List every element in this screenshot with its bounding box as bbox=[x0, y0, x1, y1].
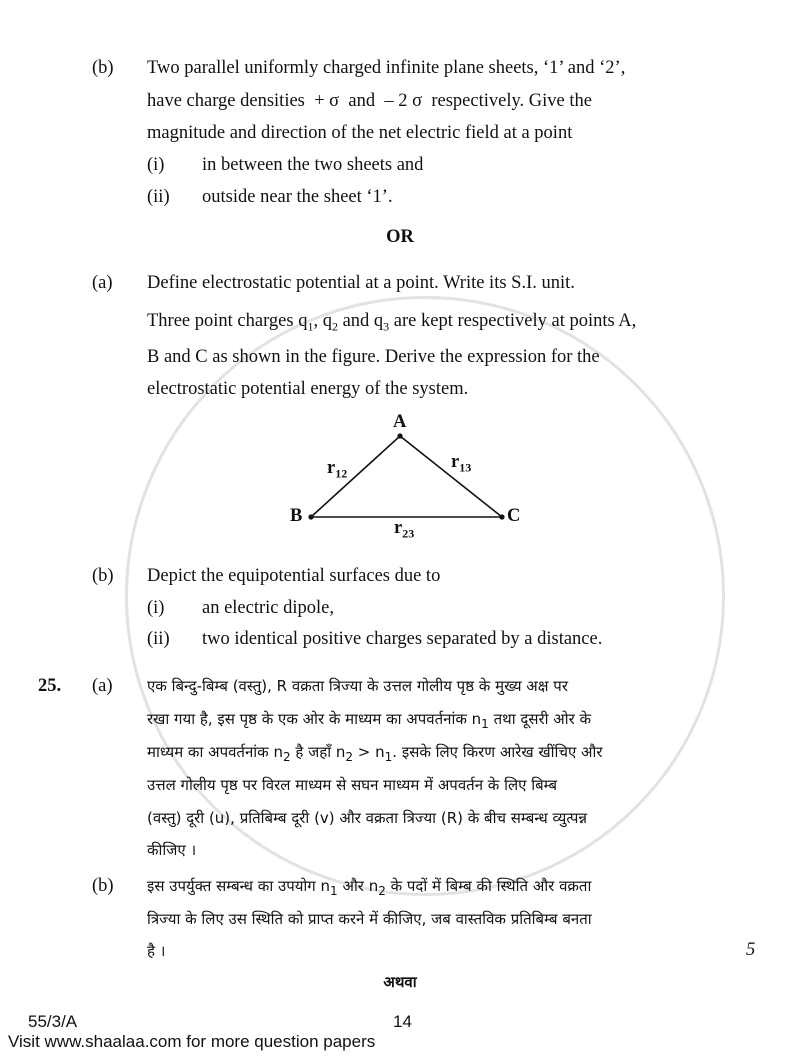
q25-number: 25. bbox=[38, 676, 62, 696]
q25a-line2: रखा गया है, इस पृष्ठ के एक ओर के माध्यम का अपवर्तनांक $n_1$ तथा दूसरी ओर के bbox=[147, 710, 592, 731]
q25a-line3: माध्यम का अपवर्तनांक $n_2$ है जहाँ $n_2 > n_1$. इसके लिए किरण आरेख खींचिए और bbox=[147, 743, 603, 764]
q24a-alt-line3: B and C as shown in the figure. Derive the expression for the bbox=[147, 347, 600, 367]
q25a-line5: (वस्तु) दूरी (u), प्रतिबिम्ब दूरी (v) और वक्रता त्रिज्या (R) के बीच सम्बन्ध व्युत्पन्न bbox=[147, 809, 587, 827]
label-c: C bbox=[507, 506, 521, 526]
footer-visit-link[interactable]: Visit www.shaalaa.com for more question papers bbox=[8, 1032, 376, 1051]
q24a-alt-line2: Three point charges $q_1$, $q_2$ and $q_3$ are kept respectively at points A, bbox=[147, 311, 637, 334]
q25a-line1: एक बिन्दु-बिम्ब (वस्तु), R वक्रता त्रिज्या के उत्तल गोलीय पृष्ठ के मुख्य अक्ष पर bbox=[147, 677, 568, 695]
q25a-line4: उत्तल गोलीय पृष्ठ पर विरल माध्यम से सघन माध्यम में अपवर्तन के लिए बिम्ब bbox=[147, 776, 558, 794]
point-b bbox=[308, 514, 313, 519]
label-r23: $r_{23}$ bbox=[394, 518, 415, 541]
label-r12: $r_{12}$ bbox=[327, 458, 348, 481]
q24b-ii-label: (ii) bbox=[147, 187, 170, 207]
q24a-alt-label: (a) bbox=[92, 273, 113, 293]
label-b: B bbox=[290, 506, 303, 526]
athva-divider: अथवा bbox=[383, 973, 417, 991]
point-c bbox=[499, 514, 504, 519]
q25a-label: (a) bbox=[92, 676, 113, 696]
point-a bbox=[397, 433, 402, 438]
q24b-alt-ii-label: (ii) bbox=[147, 629, 170, 649]
q24b-line1: Two parallel uniformly charged infinite plane sheets, ‘1’ and ‘2’, bbox=[147, 58, 626, 78]
q24b-alt-label: (b) bbox=[92, 566, 114, 586]
q24b-i-text: in between the two sheets and bbox=[202, 155, 424, 175]
q25-marks: 5 bbox=[746, 940, 756, 960]
q25b-label: (b) bbox=[92, 876, 114, 896]
label-a: A bbox=[393, 412, 407, 432]
or-divider: OR bbox=[386, 227, 414, 247]
q24b-label: (b) bbox=[92, 58, 114, 78]
q24b-alt-ii-text: two identical positive charges separated by a distance. bbox=[202, 629, 603, 649]
q24b-ii-text: outside near the sheet ‘1’. bbox=[202, 187, 393, 207]
q24b-alt-line1: Depict the equipotential surfaces due to bbox=[147, 566, 441, 586]
side-ab bbox=[311, 436, 400, 517]
q24b-alt-i-text: an electric dipole, bbox=[202, 598, 335, 618]
q25b-line2: त्रिज्या के लिए उस स्थिति को प्राप्त करने में कीजिए, जब वास्तविक प्रतिबिम्ब बनता bbox=[147, 910, 592, 928]
q24a-alt-line1: Define electrostatic potential at a point. Write its S.I. unit. bbox=[147, 273, 575, 293]
q25a-line6: कीजिए । bbox=[147, 841, 197, 859]
q25b-line1: इस उपर्युक्त सम्बन्ध का उपयोग $n_1$ और $n_2$ के पदों में बिम्ब की स्थिति और वक्रता bbox=[147, 877, 592, 898]
q24b-alt-i-label: (i) bbox=[147, 598, 165, 618]
paper-code: 55/3/A bbox=[28, 1012, 78, 1031]
side-ac bbox=[400, 436, 502, 517]
q24b-line3: magnitude and direction of the net electric field at a point bbox=[147, 123, 573, 143]
page-number: 14 bbox=[393, 1012, 412, 1031]
q25b-line3: है । bbox=[147, 942, 166, 960]
q24a-alt-line4: electrostatic potential energy of the system. bbox=[147, 379, 469, 399]
q24b-line2: have charge densities + σ and – 2 σ respectively. Give the bbox=[147, 91, 592, 111]
q24b-i-label: (i) bbox=[147, 155, 165, 175]
label-r13: $r_{13}$ bbox=[451, 452, 472, 475]
